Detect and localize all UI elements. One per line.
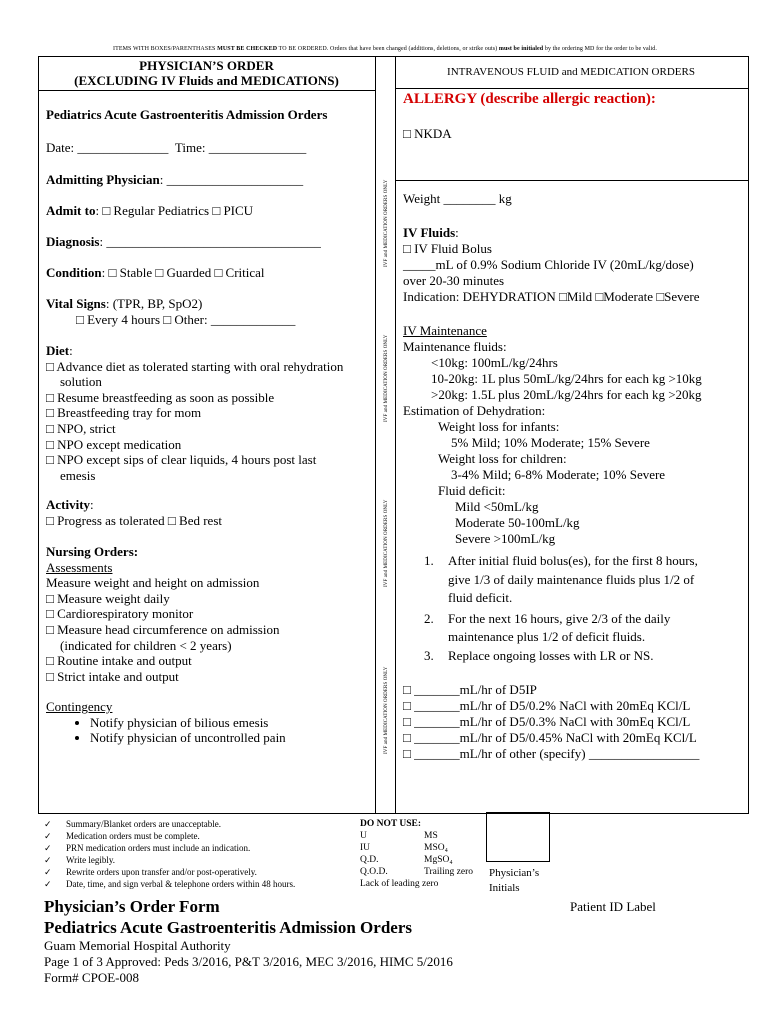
infant-weight-loss-values: 5% Mild; 10% Moderate; 15% Severe — [451, 435, 650, 450]
physician-initials-box[interactable] — [486, 812, 550, 862]
abbrev: Lack of leading zero — [360, 879, 439, 889]
rate-order-other[interactable]: □ _______mL/hr of other (specify) _________________ — [403, 746, 700, 761]
diet-block: Diet: □ Advance diet as tolerated starting with oral rehydration solution □ Resume breastfeeding as soon as possible □ Breastfeeding tray for mom □ NPO, strict □ NPO except medication □ NPO except sips of clear liquids, 4 hours post last emesis — [46, 343, 371, 483]
date-field[interactable]: : ______________ — [70, 140, 169, 155]
weight-field[interactable]: Weight ________ kg — [403, 191, 512, 206]
check-icon: ✓ — [44, 879, 52, 889]
vertical-label-strip — [376, 62, 396, 802]
do-not-use-list — [360, 818, 473, 890]
diagnosis-field[interactable]: : _________________________________ — [99, 234, 321, 249]
form-info-block — [44, 938, 453, 986]
vertical-label-2: IVF and MEDICATION ORDERS ONLY — [384, 334, 389, 422]
admit-to-label: Admit to — [46, 203, 96, 218]
initials-label-line: Physician’s — [489, 867, 540, 879]
maintenance-fluids-label: Maintenance fluids: — [403, 339, 507, 354]
iv-bolus-amount[interactable]: _____mL of 0.9% Sodium Chloride IV (20mL/kg/dose) — [403, 257, 694, 272]
time-field[interactable]: : _______________ — [201, 140, 307, 155]
guideline-item: Rewrite orders upon transfer and/or post-operatively. — [66, 867, 257, 877]
diet-option-advance[interactable]: □ Advance diet as tolerated starting with oral rehydration — [46, 358, 344, 374]
admitting-physician-field[interactable]: : _____________________ — [159, 172, 304, 187]
abbrev: U — [360, 831, 367, 841]
admit-to-options[interactable]: : □ Regular Pediatrics □ PICU — [95, 203, 254, 218]
nursing-item-weight-daily[interactable]: □ Measure weight daily — [46, 590, 170, 606]
step-2 — [424, 610, 698, 647]
fluid-deficit-value: Severe >100mL/kg — [455, 531, 556, 546]
allergy-heading: ALLERGY (describe allergic reaction): — [403, 91, 656, 107]
organization-name: Guam Memorial Hospital Authority — [44, 938, 231, 953]
right-header: INTRAVENOUS FLUID and MEDICATION ORDERS — [447, 66, 695, 78]
contingency-block — [46, 699, 371, 746]
diet-option-tray[interactable]: □ Breastfeeding tray for mom — [46, 405, 202, 421]
vertical-label-1: IVF and MEDICATION ORDERS ONLY — [384, 179, 389, 267]
assessments-label: Assessments — [46, 559, 113, 575]
child-weight-loss-label: Weight loss for children: — [438, 451, 567, 466]
iv-bolus-checkbox[interactable]: □ IV Fluid Bolus — [403, 241, 492, 256]
iv-bolus-duration: over 20-30 minutes — [403, 273, 505, 288]
nursing-item-routine-io[interactable]: □ Routine intake and output — [46, 653, 192, 669]
step-text: give 1/3 of daily maintenance fluids plus 1/2 of — [448, 571, 695, 587]
activity-block: Activity: □ Progress as tolerated □ Bed rest — [46, 497, 222, 528]
nkda-checkbox[interactable]: □ NKDA — [403, 126, 452, 141]
step-number: 3. — [424, 647, 434, 663]
contingency-label: Contingency — [46, 699, 113, 714]
abbrev: Q.O.D. — [360, 867, 388, 877]
nursing-item-head[interactable]: □ Measure head circumference on admission — [46, 621, 280, 637]
diet-option-breastfeeding[interactable]: □ Resume breastfeeding as soon as possible — [46, 389, 275, 405]
rate-order-d5-045[interactable]: □ _______mL/hr of D5/0.45% NaCl with 20mEq KCl/L — [403, 730, 697, 745]
do-not-use-label: DO NOT USE: — [360, 819, 422, 829]
rate-order-d5-03[interactable]: □ _______mL/hr of D5/0.3% NaCl with 30mEq KCl/L — [403, 714, 691, 729]
maintenance-rule: >20kg: 1.5L plus 20mL/kg/24hrs for each kg >20kg — [431, 387, 702, 402]
infant-weight-loss-label: Weight loss for infants: — [438, 419, 560, 434]
guideline-item: PRN medication orders must include an indication. — [66, 843, 251, 853]
right-header-rule — [395, 88, 748, 89]
step-number: 1. — [424, 553, 434, 568]
initials-label-line: Initials — [489, 882, 520, 894]
abbrev: Trailing zero — [424, 867, 473, 877]
left-header-subtitle: (EXCLUDING IV Fluids and MEDICATIONS) — [74, 73, 339, 88]
admit-to-row — [46, 203, 253, 219]
guideline-item: Medication orders must be complete. — [66, 831, 200, 841]
page-approval-info: Page 1 of 3 Approved: Peds 3/2016, P&T 3/2016, MEC 3/2016, HIMC 5/2016 — [44, 954, 453, 969]
diet-label: Diet — [46, 343, 70, 358]
fluid-deficit-value: Moderate 50-100mL/kg — [455, 515, 580, 530]
date-time-row — [46, 140, 306, 156]
condition-row — [46, 265, 265, 281]
instruction-note — [0, 46, 770, 52]
rate-order-d5ip[interactable]: □ _______mL/hr of D5IP — [403, 682, 537, 697]
nursing-orders-label: Nursing Orders: — [46, 544, 139, 559]
condition-options[interactable]: : □ Stable □ Guarded □ Critical — [101, 265, 265, 280]
nursing-item-strict-io[interactable]: □ Strict intake and output — [46, 668, 179, 684]
iv-maintenance-label: IV Maintenance — [403, 323, 487, 338]
admitting-physician-label: Admitting Physician — [46, 172, 160, 187]
check-icon: ✓ — [44, 843, 52, 853]
fluid-deficit-value: Mild <50mL/kg — [455, 499, 539, 514]
contingency-item: • Notify physician of uncontrolled pain — [90, 730, 371, 746]
diagnosis-label: Diagnosis — [46, 234, 100, 249]
form-title-block — [44, 896, 412, 938]
note-text-1: ITEMS WITH BOXES/PARENTHASES — [112, 46, 218, 52]
physician-initials-label — [489, 866, 539, 896]
left-header-rule — [38, 90, 376, 91]
check-icon: ✓ — [44, 867, 52, 877]
diagnosis-row — [46, 234, 321, 250]
check-icon: ✓ — [44, 819, 52, 829]
nursing-item-monitor[interactable]: □ Cardiorespiratory monitor — [46, 606, 194, 622]
diet-option-npo-sips[interactable]: □ NPO except sips of clear liquids, 4 hours post last — [46, 452, 317, 468]
step-text: fluid deficit. — [448, 590, 513, 605]
activity-options[interactable]: □ Progress as tolerated □ Bed rest — [46, 512, 222, 528]
abbrev: MS — [424, 831, 438, 841]
condition-label: Condition — [46, 265, 102, 280]
step-1 — [424, 552, 698, 608]
child-weight-loss-values: 3-4% Mild; 6-8% Moderate; 10% Severe — [451, 467, 666, 482]
orders-title: Pediatrics Acute Gastroenteritis Admission Orders — [46, 107, 328, 122]
check-icon: ✓ — [44, 855, 52, 865]
step-text: For the next 16 hours, give 2/3 of the daily — [448, 610, 671, 626]
diet-option-npo-meds[interactable]: □ NPO except medication — [46, 436, 182, 452]
maintenance-rule: 10-20kg: 1L plus 50mL/kg/24hrs for each kg >10kg — [431, 371, 702, 386]
guideline-item: Write legibly. — [66, 855, 116, 865]
patient-id-label: Patient ID Label — [570, 899, 656, 914]
iv-fluids-label: IV Fluids — [403, 225, 456, 240]
form-title: Physician’s Order Form — [44, 897, 220, 916]
iv-fluids-block: IV Fluids: □ IV Fluid Bolus _____mL of 0.9% Sodium Chloride IV (20mL/kg/dose) over 20-30 minutes Indication: DEHYDRATION □Mild □Moderate □Severe — [403, 225, 700, 304]
order-guidelines — [44, 818, 295, 890]
note-text-3: TO BE ORDERED. Orders that have been changed (additions, deletions, or strike outs) — [277, 46, 499, 52]
vital-signs-block — [46, 296, 295, 327]
rate-orders — [403, 682, 699, 762]
maintenance-rule: <10kg: 100mL/kg/24hrs — [431, 355, 558, 370]
diet-option-advance-cont: solution — [60, 374, 102, 390]
vertical-label-3: IVF and MEDICATION ORDERS ONLY — [384, 499, 389, 587]
guideline-item: Date, time, and sign verbal & telephone orders within 48 hours. — [66, 879, 296, 889]
note-text-2: MUST BE CHECKED — [217, 46, 278, 52]
check-icon: ✓ — [44, 831, 52, 841]
nursing-orders-block — [46, 544, 371, 684]
vertical-label-4: IVF and MEDICATION ORDERS ONLY — [384, 666, 389, 754]
diet-option-npo-sips-cont: emesis — [60, 467, 96, 483]
abbrev: MgSO₄ — [424, 855, 453, 865]
date-label: Date — [46, 140, 71, 155]
nursing-item-head-note: (indicated for children < 2 years) — [60, 637, 232, 653]
iv-bolus-indication[interactable]: Indication: DEHYDRATION □Mild □Moderate □Severe — [403, 289, 700, 304]
abbrev: IU — [360, 843, 371, 853]
nursing-item-weight-height: Measure weight and height on admission — [46, 575, 260, 591]
rate-order-d5-02[interactable]: □ _______mL/hr of D5/0.2% NaCl with 20mEq KCl/L — [403, 698, 691, 713]
vital-signs-text: : (TPR, BP, SpO2) — [105, 296, 203, 311]
abbrev: MSO₄ — [424, 843, 448, 853]
fluid-deficit-label: Fluid deficit: — [438, 483, 506, 498]
do-not-use-table — [360, 830, 473, 878]
guideline-item: Summary/Blanket orders are unacceptable. — [66, 819, 221, 829]
contingency-item: • Notify physician of bilious emesis — [90, 715, 371, 731]
left-header — [38, 58, 375, 88]
step-3 — [424, 647, 698, 666]
dehydration-estimation-label: Estimation of Dehydration: — [403, 403, 546, 418]
form-number: Form# CPOE-008 — [44, 970, 139, 985]
form-subtitle: Pediatrics Acute Gastroenteritis Admission Orders — [44, 918, 412, 937]
admitting-physician-row — [46, 172, 303, 188]
left-header-title: PHYSICIAN’S ORDER — [139, 58, 274, 73]
allergy-rule — [395, 180, 748, 181]
step-text: Replace ongoing losses with LR or NS. — [448, 647, 654, 663]
step-text: After initial fluid bolus(es), for the first 8 hours, — [448, 553, 698, 568]
step-number: 2. — [424, 610, 434, 626]
note-text-5: by the ordering MD for the order to be valid. — [543, 46, 657, 52]
vital-signs-options[interactable]: □ Every 4 hours □ Other: _____________ — [76, 311, 296, 327]
note-text-4: must be initialed — [498, 46, 544, 52]
diet-option-npo-strict[interactable]: □ NPO, strict — [46, 420, 116, 436]
step-text: maintenance plus 1/2 of deficit fluids. — [448, 629, 646, 644]
time-label: Time — [174, 140, 202, 155]
vital-signs-label: Vital Signs — [46, 296, 106, 311]
activity-label: Activity — [46, 497, 91, 512]
replacement-steps — [424, 552, 698, 665]
abbrev: Q.D. — [360, 855, 379, 865]
iv-maintenance-block — [403, 323, 702, 547]
